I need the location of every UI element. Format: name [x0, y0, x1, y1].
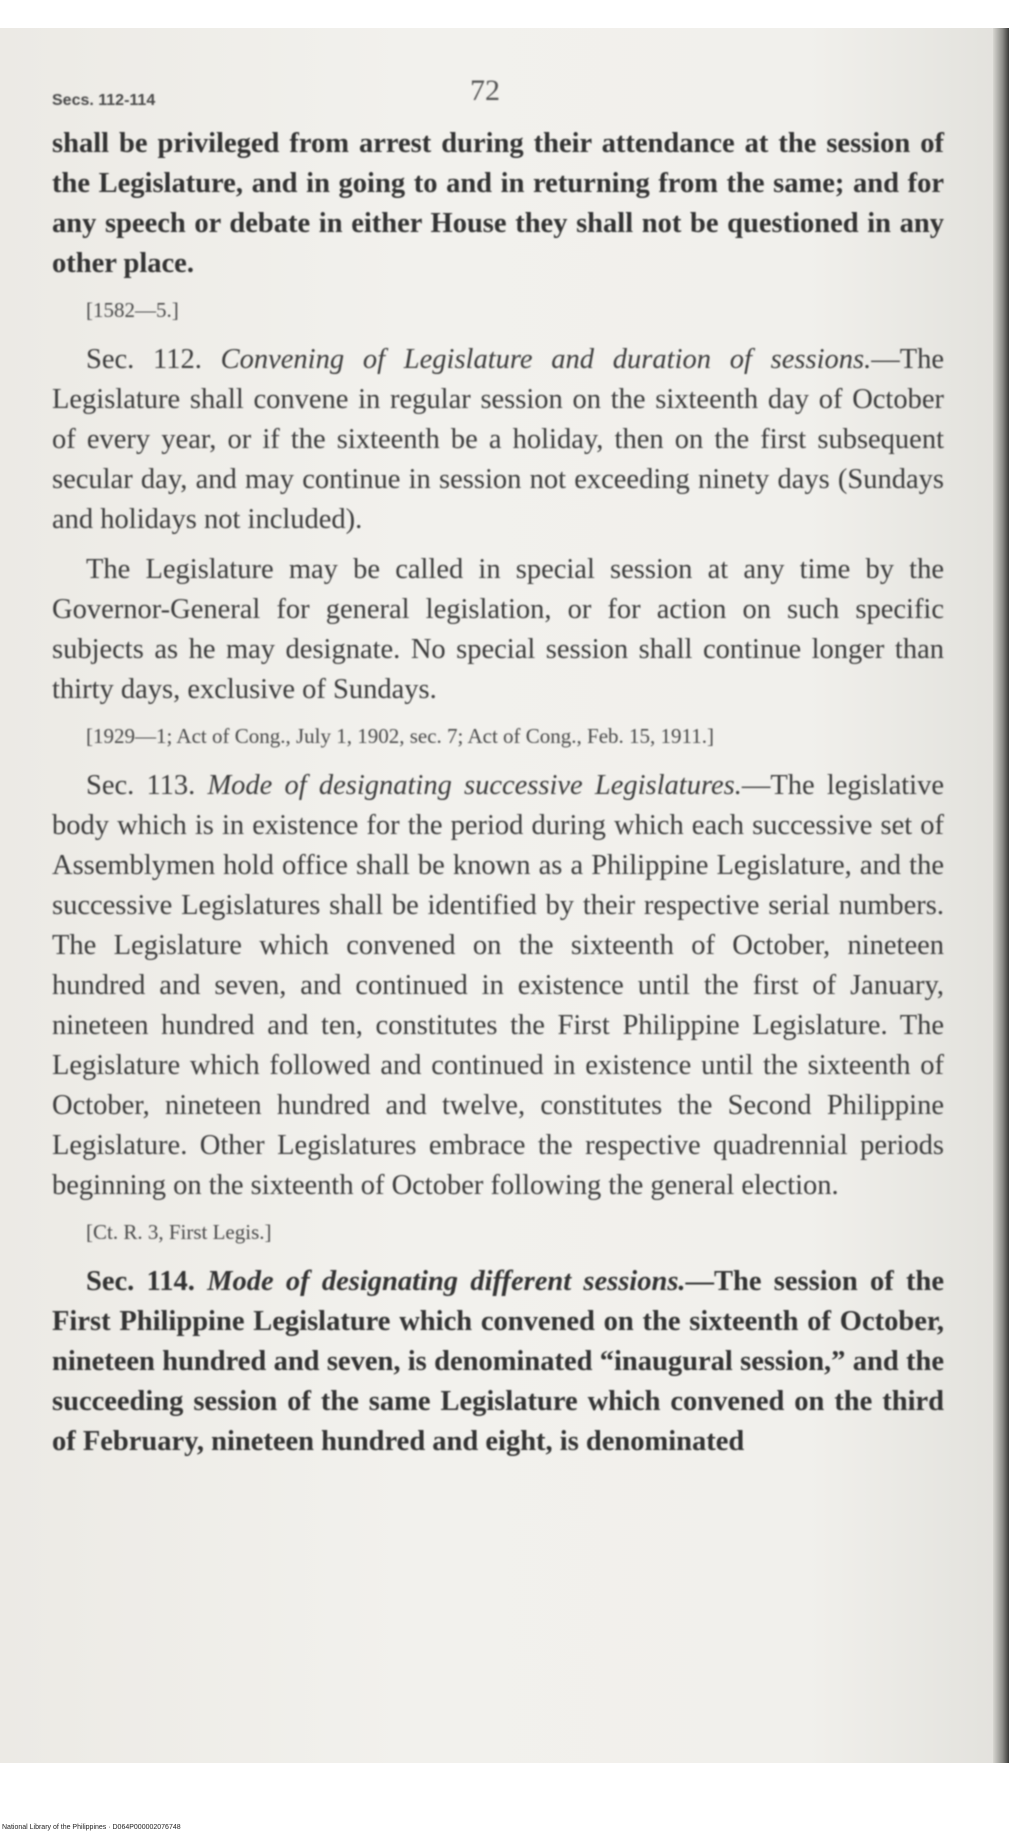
section-label: Sec. 114.: [86, 1266, 195, 1297]
citation: [1582—5.]: [86, 298, 179, 322]
top-scan-margin: [0, 0, 1009, 28]
section-112-paragraph-2: The Legislature may be called in special session at any time by the Governor-General for general legislation, or for action on such specific subjects as he may designate. No special session shall continue longer than thirty days, exclusive of Sundays.: [52, 554, 944, 705]
page-edge-shadow: [993, 28, 1009, 1763]
page-header: [52, 68, 944, 124]
page-number: 72: [470, 74, 500, 107]
section-114: [52, 1262, 944, 1462]
citation: [1929—1; Act of Cong., July 1, 1902, sec. 7; Act of Cong., Feb. 15, 1911.]: [86, 724, 715, 748]
section-text: —The legislative body which is in existence for the period during which each successive set of Assemblymen hold office shall be known as a Philippine Legislature, and the successive Legislatures shall be identified by their respective serial numbers. The Legislature which convened on the sixteenth of October, nineteen hundred and seven, and continued in existence until the first of January, nineteen hundred and ten, constitutes the First Philippine Legislature. The Legislature which followed and continued in existence until the sixteenth of October, nineteen hundred and twelve, constitutes the Second Philippine Legislature. Other Legislatures embrace the respective quadrennial periods beginning on the sixteenth of October following the general election.: [52, 770, 944, 1201]
page-content: [52, 68, 944, 1472]
section-label: Sec. 113.: [86, 770, 196, 801]
section-113: [52, 766, 944, 1206]
paragraph-continuation: shall be privileged from arrest during their attendance at the session of the Legislature, and in going to and in returning from the same; and for any speech or debate in either House they shall not be questioned in any other place.: [52, 128, 944, 279]
scan-credit: National Library of the Philippines · D064P000002076748: [2, 1824, 181, 1831]
section-112: [52, 340, 944, 540]
section-label: Sec. 112.: [86, 344, 202, 375]
section-text: —The session of the First Philippine Legislature which convened on the sixteenth of October, nineteen hundred and seven, is denominated “inaugural session,” and the succeeding session of the same Legislature which convened on the third of February, nineteen hundred and eight, is denominated: [52, 1266, 944, 1457]
section-range: Secs. 112-114: [52, 92, 156, 109]
citation: [Ct. R. 3, First Legis.]: [86, 1220, 272, 1244]
section-heading: Mode of designating different sessions.: [207, 1266, 686, 1297]
section-heading: Mode of designating successive Legislatures.: [207, 770, 742, 801]
section-text: —The Legislature shall convene in regular session on the sixteenth day of October of every year, or if the sixteenth be a holiday, then on the first subsequent secular day, and may continue in session not exceeding ninety days (Sundays and holidays not included).: [52, 344, 945, 535]
section-heading: Convening of Legislature and duration of sessions.: [220, 344, 872, 375]
